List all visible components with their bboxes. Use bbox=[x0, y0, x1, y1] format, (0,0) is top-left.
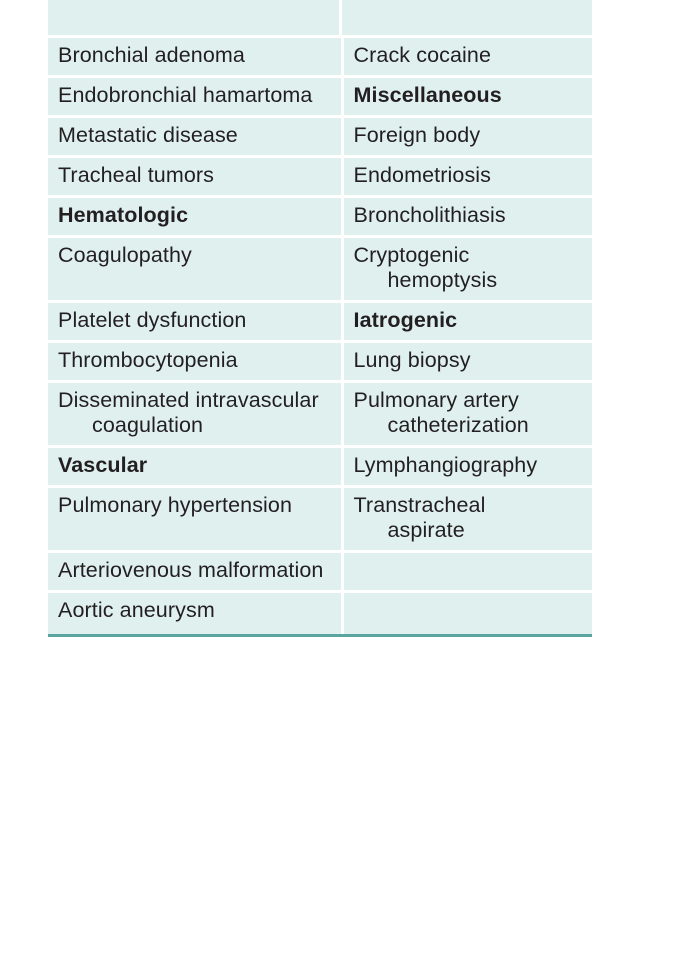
cell-text: Crack cocaine bbox=[353, 43, 492, 67]
table-cell-right bbox=[342, 302, 592, 342]
table-cell-right bbox=[342, 382, 592, 447]
table-row bbox=[48, 382, 592, 447]
cell-text: Cryptogenic bbox=[353, 243, 470, 267]
cell-text: Arteriovenous malformation bbox=[58, 558, 324, 582]
table-cell-right bbox=[342, 38, 592, 77]
cropped-cell-right bbox=[342, 0, 592, 35]
section-heading: Vascular bbox=[58, 453, 148, 477]
cell-text: Transtracheal bbox=[353, 493, 486, 517]
causes-table-container bbox=[48, 0, 592, 637]
table-row bbox=[48, 342, 592, 382]
table-row bbox=[48, 77, 592, 117]
table-cell-right bbox=[342, 487, 592, 552]
cell-text: Lymphangiography bbox=[353, 453, 538, 477]
cell-text: Tracheal tumors bbox=[58, 163, 215, 187]
cell-text: Bronchial adenoma bbox=[58, 43, 245, 67]
cell-text: Foreign body bbox=[353, 123, 481, 147]
table-cell-left bbox=[48, 77, 342, 117]
section-heading: Miscellaneous bbox=[353, 83, 502, 107]
cell-text: Disseminated intravascular bbox=[58, 388, 319, 412]
cell-text: Metastatic disease bbox=[58, 123, 238, 147]
cell-text: Thrombocytopenia bbox=[58, 348, 238, 372]
cell-text: Platelet dysfunction bbox=[58, 308, 247, 332]
cell-text: coagulation bbox=[92, 413, 204, 437]
cell-text: Pulmonary artery bbox=[353, 388, 519, 412]
table-cell-left bbox=[48, 197, 342, 237]
cell-text: Aortic aneurysm bbox=[58, 598, 215, 622]
table-row bbox=[48, 447, 592, 487]
table-cell-left bbox=[48, 487, 342, 552]
causes-table bbox=[48, 38, 592, 634]
table-row bbox=[48, 38, 592, 77]
table-row bbox=[48, 197, 592, 237]
table-cell-left bbox=[48, 38, 342, 77]
cell-text: Endometriosis bbox=[353, 163, 492, 187]
table-cell-right bbox=[342, 197, 592, 237]
table-bottom-rule bbox=[48, 634, 592, 637]
table-cell-left bbox=[48, 302, 342, 342]
table-row bbox=[48, 117, 592, 157]
table-cell-left bbox=[48, 117, 342, 157]
table-cell-left bbox=[48, 157, 342, 197]
cell-text: Coagulopathy bbox=[58, 243, 192, 267]
table-cell-right bbox=[342, 592, 592, 635]
table-cell-left bbox=[48, 447, 342, 487]
table-cell-right bbox=[342, 157, 592, 197]
table-row bbox=[48, 302, 592, 342]
cell-text: hemoptysis bbox=[387, 268, 498, 292]
table-cell-right bbox=[342, 237, 592, 302]
table-cell-left bbox=[48, 552, 342, 592]
table-cell-left bbox=[48, 592, 342, 635]
cell-text: Broncholithiasis bbox=[353, 203, 506, 227]
cropped-top-row bbox=[48, 0, 592, 38]
cell-text: aspirate bbox=[387, 518, 465, 542]
table-cell-right bbox=[342, 77, 592, 117]
table-row bbox=[48, 487, 592, 552]
table-row bbox=[48, 157, 592, 197]
table-cell-right bbox=[342, 342, 592, 382]
causes-table-body bbox=[48, 38, 592, 634]
table-cell-left bbox=[48, 382, 342, 447]
cell-text: catheterization bbox=[387, 413, 529, 437]
table-cell-right bbox=[342, 117, 592, 157]
table-row bbox=[48, 552, 592, 592]
table-row bbox=[48, 592, 592, 635]
table-cell-right bbox=[342, 552, 592, 592]
cell-text: Lung biopsy bbox=[353, 348, 471, 372]
section-heading: Iatrogenic bbox=[353, 308, 458, 332]
cell-text: Endobronchial hamartoma bbox=[58, 83, 313, 107]
cropped-cell-left bbox=[48, 0, 342, 35]
table-cell-left bbox=[48, 237, 342, 302]
table-row bbox=[48, 237, 592, 302]
table-cell-right bbox=[342, 447, 592, 487]
cell-text: Pulmonary hypertension bbox=[58, 493, 293, 517]
table-cell-left bbox=[48, 342, 342, 382]
section-heading: Hematologic bbox=[58, 203, 189, 227]
